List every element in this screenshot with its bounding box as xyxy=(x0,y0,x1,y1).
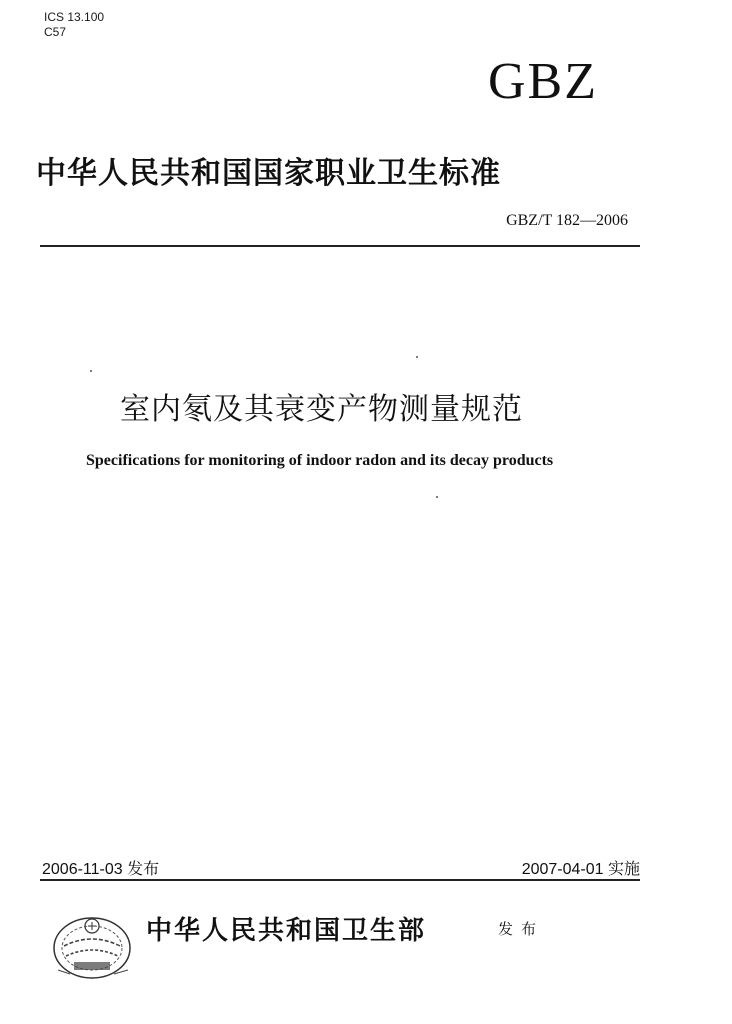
scan-speck xyxy=(90,370,92,372)
issue-label: 发布 xyxy=(498,920,545,938)
document-title-chinese: 室内氡及其衰变产物测量规范 xyxy=(120,392,523,427)
bottom-divider xyxy=(40,879,640,881)
ccs-code: C57 xyxy=(44,25,67,39)
scan-speck xyxy=(436,496,438,498)
issue-date: 2006-11-03 发布 xyxy=(42,861,160,878)
document-title-english: Specifications for monitoring of indoor radon and its decay products xyxy=(86,452,554,469)
ministry-seal-icon xyxy=(50,912,134,982)
ics-code: ICS 13.100 xyxy=(44,10,105,24)
standard-number: GBZ/T 182—2006 xyxy=(506,212,628,229)
issuing-authority: 中华人民共和国卫生部 xyxy=(146,916,427,946)
implementation-date: 2007-04-01 实施 xyxy=(521,861,640,878)
gbz-logo: GBZ xyxy=(488,53,598,110)
scan-speck xyxy=(416,356,418,358)
classification-codes xyxy=(44,10,104,40)
standard-title: 中华人民共和国国家职业卫生标准 xyxy=(36,156,501,191)
top-divider xyxy=(40,245,640,247)
